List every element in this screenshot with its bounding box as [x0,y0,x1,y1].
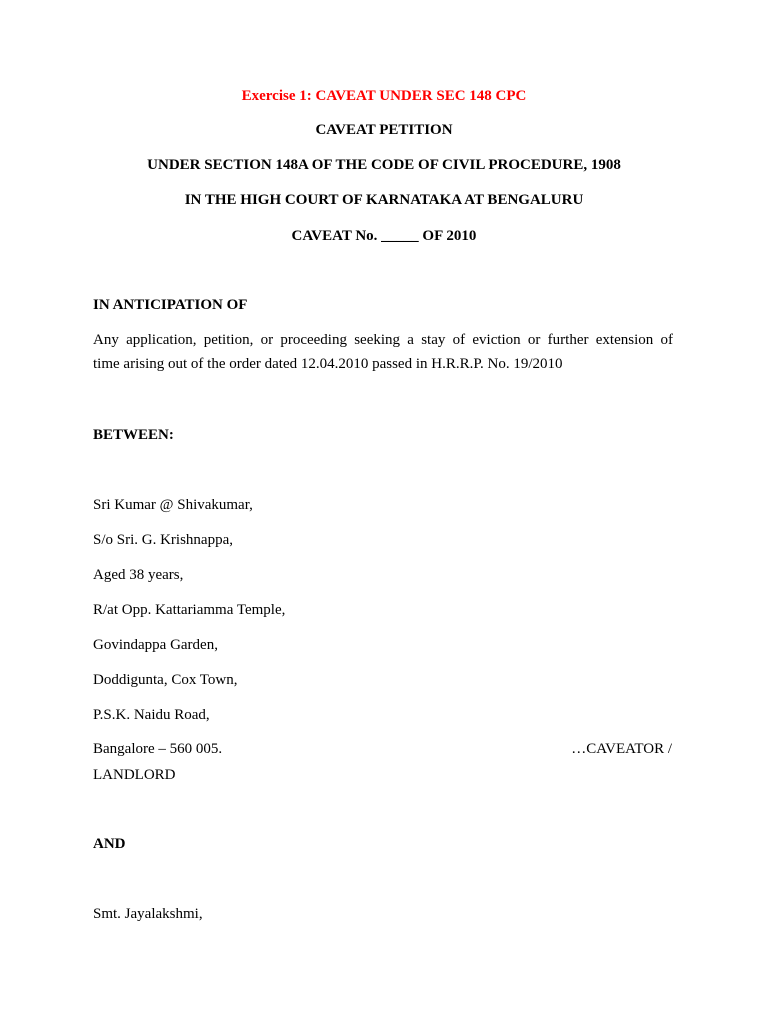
court-title: IN THE HIGH COURT OF KARNATAKA AT BENGALURU [184,192,584,208]
caveator-address-line: S/o Sri. G. Krishnappa, [93,532,233,548]
anticipation-line-2: time arising out of the order dated 12.04.2010 passed in H.R.R.P. No. 19/2010 [93,356,563,372]
anticipation-paragraph [93,328,673,376]
caveator-address-line: Aged 38 years, [93,567,184,583]
exercise-title: Exercise 1: CAVEAT UNDER SEC 148 CPC [241,88,527,104]
caveator-address-line: Doddigunta, Cox Town, [93,672,238,688]
and-heading: AND [93,836,126,852]
caveator-role-label-continued: LANDLORD [93,767,176,783]
caveator-address-line: P.S.K. Naidu Road, [93,707,210,723]
anticipation-line-1: Any application, petition, or proceeding seeking a stay of eviction or further extension of [93,332,673,348]
caveat-number: CAVEAT No. _____ OF 2010 [291,228,477,244]
caveator-role-label: …CAVEATOR / [571,741,672,757]
between-heading: BETWEEN: [93,427,174,443]
caveator-address-line: R/at Opp. Kattariamma Temple, [93,602,286,618]
respondent-name: Smt. Jayalakshmi, [93,906,203,922]
anticipation-heading: IN ANTICIPATION OF [93,297,248,313]
caveator-address-line: Govindappa Garden, [93,637,218,653]
section-title: UNDER SECTION 148A OF THE CODE OF CIVIL PROCEDURE, 1908 [147,157,621,173]
caveator-address-line: Sri Kumar @ Shivakumar, [93,497,253,513]
petition-title: CAVEAT PETITION [315,122,453,138]
caveator-address-line: Bangalore – 560 005. [93,741,223,757]
